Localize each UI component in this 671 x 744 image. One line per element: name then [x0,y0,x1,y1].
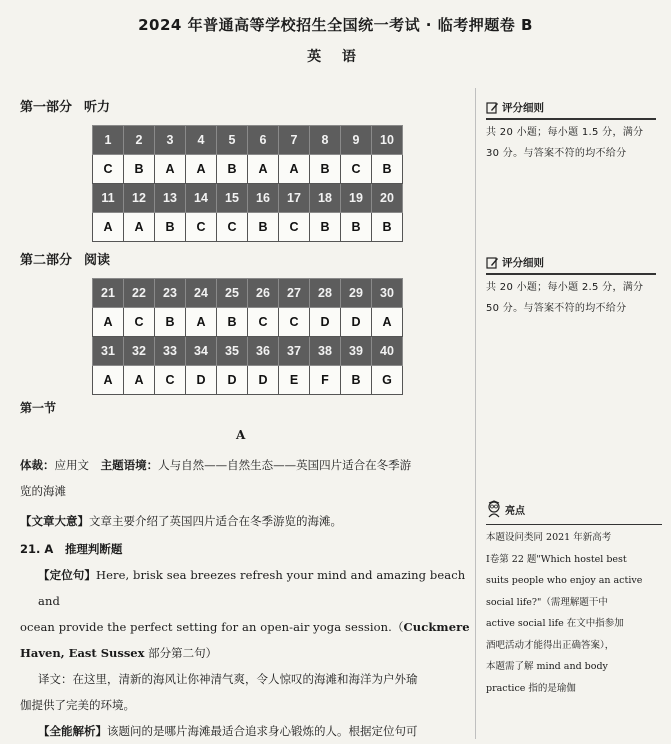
answer-cell: A [186,155,217,184]
passage-info: 体裁：应用文 主题语境：人与自然——自然生态——英国四片适合在冬季游 览的海滩 【文章大意】文章主要介绍了英国四片适合在冬季游览的海滩。 21. A 推理判断题 【定位句】Here, brisk sea breezes refresh your mind and amazing beach and ocean provide the perfect setting for an open-air yoga session.（Cuckmere Haven, East Sussex 部分第二句） 译文：在这里，清新的海风让你神清气爽，令人惊叹的海滩和海洋为户外瑜 伽提供了完美的环境。 【全能解析】该题问的是哪片海滩最适合追求身心锻炼的人。根据定位句可 [20,458,470,738]
question-number-cell: 6 [248,126,279,155]
answer-cell: B [217,155,248,184]
part2-answer-table [92,278,403,395]
question-number-cell: 4 [186,126,217,155]
question-number-cell: 21 [93,279,124,308]
answer-cell: F [310,366,341,395]
question-number-cell: 37 [279,337,310,366]
question-number-cell: 22 [124,279,155,308]
answer-cell: C [341,155,372,184]
question-number-cell: 1 [93,126,124,155]
answer-cell: G [372,366,403,395]
scoring-rules-2-title: 评分细则 [502,257,544,269]
scoring-rules-1-title: 评分细则 [502,102,544,114]
scoring-rules-2-header [486,255,662,270]
question-number-cell: 30 [372,279,403,308]
answer-cell: A [155,155,186,184]
part2-answer-row [93,366,403,395]
answer-cell: A [124,213,155,242]
answer-cell: A [93,308,124,337]
answer-cell: A [124,366,155,395]
question-number-cell: 7 [279,126,310,155]
passage-label: A [236,428,246,442]
answer-cell: B [155,213,186,242]
question-number-cell: 11 [93,184,124,213]
answer-cell: B [341,366,372,395]
part1-answer-table [92,125,403,242]
question-number-cell: 20 [372,184,403,213]
answer-cell: B [341,213,372,242]
question-number-cell: 3 [155,126,186,155]
part1-heading [20,96,110,115]
question-number-cell: 14 [186,184,217,213]
answer-cell: C [124,308,155,337]
answer-cell: E [279,366,310,395]
answer-cell: A [93,366,124,395]
question-number-cell: 39 [341,337,372,366]
question-number-cell: 36 [248,337,279,366]
answer-cell: B [310,213,341,242]
question-number-cell: 18 [310,184,341,213]
question-number-cell: 2 [124,126,155,155]
question-number-cell: 8 [310,126,341,155]
question-number-cell: 40 [372,337,403,366]
part1-number-row [93,126,403,155]
highlight-title: 亮点 [505,505,525,517]
question-type: 推理判断题 [64,542,123,556]
question-number-cell: 35 [217,337,248,366]
question-number-cell: 27 [279,279,310,308]
scoring-rules-1-header [486,100,662,115]
question-number-cell: 19 [341,184,372,213]
part2-number-row [93,337,403,366]
question-number-cell: 10 [372,126,403,155]
question-number-cell: 24 [186,279,217,308]
answer-cell: A [279,155,310,184]
answer-cell: C [248,308,279,337]
answer-cell: B [217,308,248,337]
column-divider [475,88,476,739]
part2-heading [20,249,110,268]
question-number-cell: 26 [248,279,279,308]
scoring-rules-1 [486,100,662,164]
answer-cell: C [186,213,217,242]
answer-cell: B [372,213,403,242]
part1-name: 听力 [84,100,111,115]
scoring-rules-1-text: 共 20 小题；每小题 1.5 分，满分 30 分。与答案不符的均不给分 [486,127,644,159]
question-number-cell: 5 [217,126,248,155]
highlight-note [486,500,662,699]
question-number-cell: 33 [155,337,186,366]
answer-cell: D [217,366,248,395]
question-number-cell: 38 [310,337,341,366]
answer-cell: B [248,213,279,242]
question-number-cell: 17 [279,184,310,213]
question-number-cell: 25 [217,279,248,308]
answer-cell: D [341,308,372,337]
question-number-cell: 16 [248,184,279,213]
part1-answer-row [93,213,403,242]
question-number-cell: 15 [217,184,248,213]
answer-cell: B [124,155,155,184]
answer-cell: D [248,366,279,395]
answer-cell: B [372,155,403,184]
answer-cell: C [155,366,186,395]
scoring-rules-2 [486,255,662,319]
question-number-cell: 23 [155,279,186,308]
question-number-cell: 12 [124,184,155,213]
answer-cell: B [310,155,341,184]
part2-label: 第二部分 [20,253,73,268]
answer-cell: B [155,308,186,337]
section1-label: 第一节 [20,401,57,415]
question-number-cell: 28 [310,279,341,308]
question-number-cell: 13 [155,184,186,213]
question-number-cell: 31 [93,337,124,366]
answer-cell: A [248,155,279,184]
answer-cell: D [310,308,341,337]
part2-number-row [93,279,403,308]
question-number-cell: 32 [124,337,155,366]
question-number-cell: 9 [341,126,372,155]
highlight-header [486,500,662,518]
answer-cell: C [279,308,310,337]
highlight-text: 本题设问类同 2021 年新高考 Ⅰ卷第 22 题"Which hostel best suits people who enjoy an active social life?"（需理解题干中 active social life 在文中指参加 酒吧活动才能得出正确答案）， 本题需了解 mind and body practice 指的是瑜伽 [486,532,643,694]
part2-answer-row [93,308,403,337]
part1-label: 第一部分 [20,100,73,115]
answer-cell: A [372,308,403,337]
answer-cell: C [217,213,248,242]
edit-icon [486,101,499,114]
question-number: 21. A [20,542,54,556]
answer-cell: A [186,308,217,337]
page-title: 2024 年普通高等学校招生全国统一考试 · 临考押题卷 B [138,16,533,34]
part1-number-row [93,184,403,213]
part2-name: 阅读 [84,253,111,268]
student-icon [486,500,502,518]
subject-title: 英 语 [307,49,364,65]
answer-cell: D [186,366,217,395]
question-number-cell: 29 [341,279,372,308]
scoring-rules-2-text: 共 20 小题；每小题 2.5 分，满分 50 分。与答案不符的均不给分 [486,282,644,314]
answer-cell: C [279,213,310,242]
part1-answer-row [93,155,403,184]
answer-cell: C [93,155,124,184]
edit-icon [486,256,499,269]
answer-cell: A [93,213,124,242]
question-number-cell: 34 [186,337,217,366]
